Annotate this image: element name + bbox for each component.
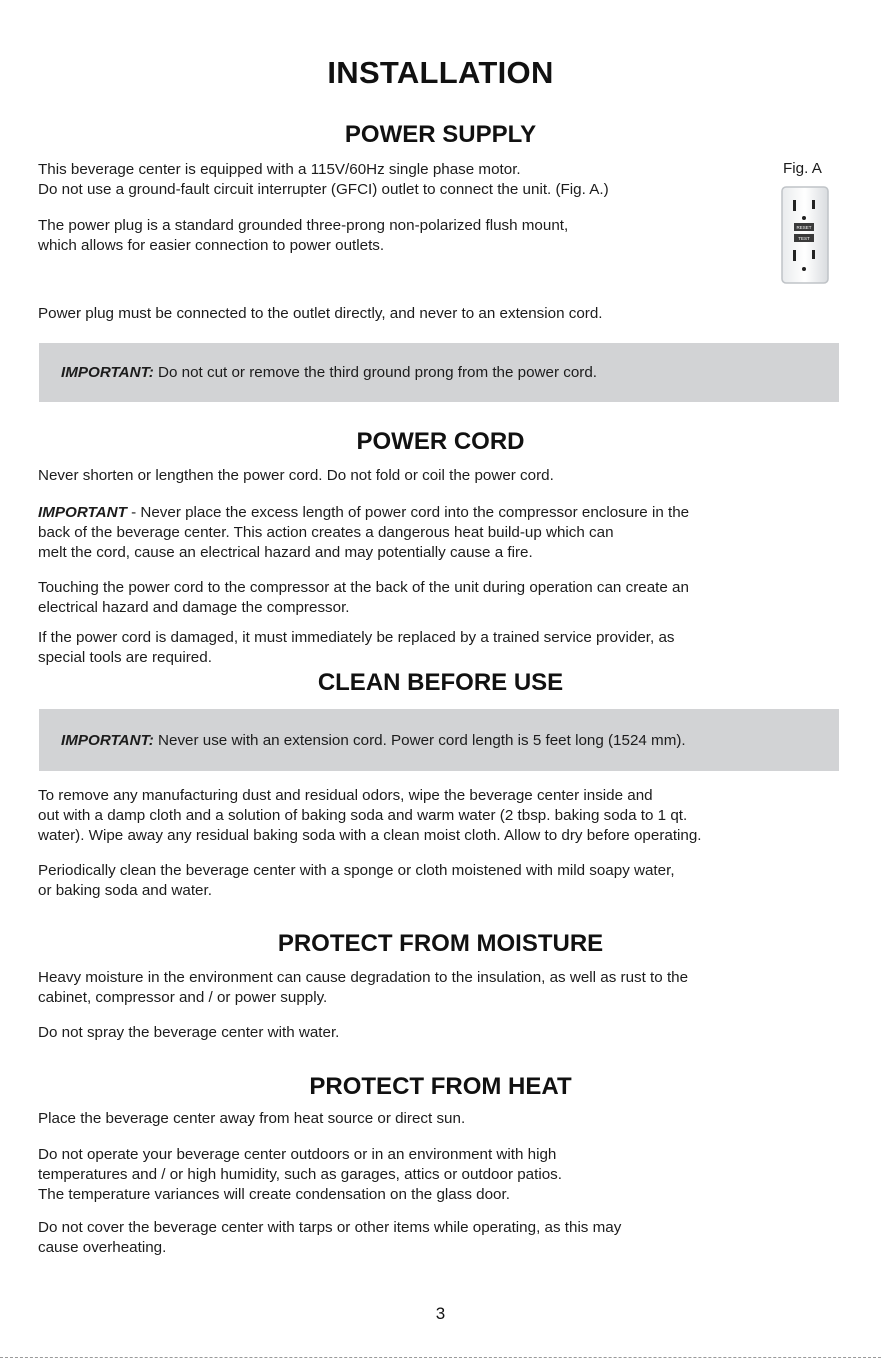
heat-paragraph-3: Do not cover the beverage center with tarps or other items while operating, as this may cause overheating. [38,1219,622,1256]
power-cord-paragraph-2 [38,503,838,563]
figure-label: Fig. A [783,160,822,177]
section-heading-protect-from-heat: PROTECT FROM HEAT [309,1073,572,1100]
bottom-cut-line [0,1357,881,1358]
gfci-outlet-figure [781,186,829,284]
important-note-ground-prong [61,364,841,381]
reset-label: RESET [796,225,812,230]
power-supply-paragraph-3: Power plug must be connected to the outlet directly, and never to an extension cord. [38,305,603,322]
heat-paragraph-2: Do not operate your beverage center outdoors or in an environment with high temperatures and / or high humidity, such as garages, attics or outdoor patios. The temperature variances will create condensation on the glass door. [38,1146,562,1203]
important-label: IMPORTANT: [61,732,154,749]
clean-paragraph-2: Periodically clean the beverage center with a sponge or cloth moistened with mild soapy water, or baking soda and water. [38,862,675,899]
page-number: 3 [435,1304,446,1323]
moisture-paragraph-2: Do not spray the beverage center with water. [38,1024,340,1041]
heat-paragraph-1: Place the beverage center away from heat source or direct sun. [38,1110,466,1127]
important-label: IMPORTANT: [61,364,154,381]
section-heading-protect-from-moisture: PROTECT FROM MOISTURE [277,930,604,957]
section-heading-clean-before-use: CLEAN BEFORE USE [317,669,564,696]
power-cord-paragraph-4: If the power cord is damaged, it must immediately be replaced by a trained service provider, as special tools are required. [38,629,675,666]
power-cord-important-text: - Never place the excess length of power cord into the compressor enclosure in the back of the beverage center. This action creates a dangerous heat build-up which can melt the cord, cause an electrical hazard and may potentially cause a fire. [38,504,690,561]
section-heading-power-cord: POWER CORD [356,428,525,455]
power-supply-paragraph-1: This beverage center is equipped with a 115V/60Hz single phase motor. Do not use a ground-fault circuit interrupter (GFCI) outlet to connect the unit. (Fig. A.) [38,161,609,198]
important-text: Never use with an extension cord. Power cord length is 5 feet long (1524 mm). [153,732,686,749]
power-cord-important-label: IMPORTANT [38,504,127,521]
moisture-paragraph-1: Heavy moisture in the environment can cause degradation to the insulation, as well as rust to the cabinet, compressor and / or power supply. [38,969,689,1006]
power-cord-paragraph-3: Touching the power cord to the compressor at the back of the unit during operation can create an electrical hazard and damage the compressor. [38,579,689,616]
important-note-extension-cord [61,732,841,749]
clean-paragraph-1: To remove any manufacturing dust and residual odors, wipe the beverage center inside and out with a damp cloth and a solution of baking soda and warm water (2 tbsp. baking soda to 1 qt. water). Wipe away any residual baking soda with a clean moist cloth. Allow to dry before operating. [38,787,702,844]
page-title: INSTALLATION [327,55,554,90]
section-heading-power-supply: POWER SUPPLY [344,121,537,148]
power-supply-paragraph-2: The power plug is a standard grounded three-prong non-polarized flush mount, which allows for easier connection to power outlets. [38,217,569,254]
important-text: Do not cut or remove the third ground prong from the power cord. [153,364,598,381]
test-label: TEST [798,236,810,241]
power-cord-paragraph-1: Never shorten or lengthen the power cord. Do not fold or coil the power cord. [38,467,554,484]
